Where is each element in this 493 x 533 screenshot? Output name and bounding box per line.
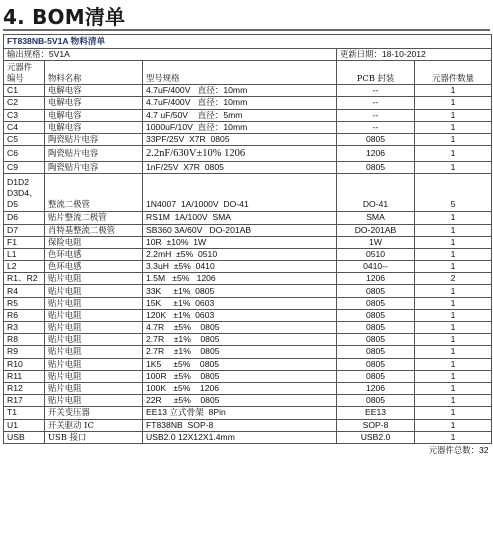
cell-name: 开关变压器	[45, 407, 143, 419]
cell-name: 色环电感	[45, 248, 143, 260]
cell-spec: USB2.0 12X12X1.4mm	[143, 431, 337, 443]
cell-name: USB 接口	[45, 431, 143, 443]
cell-spec: 2.7R ±1% 0805	[143, 334, 337, 346]
col-designator-line2: 编号	[7, 73, 24, 84]
col-spec: 型号规格	[143, 61, 337, 85]
cell-designator: C3	[4, 109, 45, 121]
cell-qty: 1	[415, 334, 492, 346]
cell-pcb: SOP-8	[337, 419, 415, 431]
cell-designator: D7	[4, 224, 45, 236]
column-header-row	[4, 61, 492, 85]
cell-designator: R17	[4, 395, 45, 407]
product-title: FT838NB-5V1A 物料清单	[4, 35, 492, 49]
col-pcb: PCB 封装	[337, 61, 415, 85]
cell-designator: R4	[4, 285, 45, 297]
cell-pcb: 0805	[337, 395, 415, 407]
cell-pcb: SMA	[337, 212, 415, 224]
cell-pcb: 0805	[337, 309, 415, 321]
total-spacer	[4, 443, 337, 457]
cell-pcb: 0805	[337, 162, 415, 174]
cell-qty: 1	[415, 224, 492, 236]
cell-spec: 1N4007 1A/1000V DO-41	[143, 174, 337, 212]
designator-line: D3D4、	[7, 188, 38, 199]
update-date	[337, 49, 492, 61]
cell-spec: EE13 立式骨架 8Pin	[143, 407, 337, 419]
cell-spec: 4.7 uF/50V 直径：5mm	[143, 109, 337, 121]
table-row	[4, 382, 492, 394]
cell-name: 电解电容	[45, 85, 143, 97]
cell-designator: R3	[4, 322, 45, 334]
cell-qty: 5	[415, 174, 492, 212]
update-date-value: 18-10-2012	[381, 49, 426, 60]
cell-pcb: 1206	[337, 146, 415, 162]
table-row	[4, 346, 492, 358]
col-qty: 元器件数量	[415, 61, 492, 85]
table-row	[4, 358, 492, 370]
cell-name: 陶瓷贴片电容	[45, 146, 143, 162]
cell-qty: 1	[415, 248, 492, 260]
cell-qty: 1	[415, 261, 492, 273]
cell-designator: C4	[4, 121, 45, 133]
cell-spec: 2.2mH ±5% 0510	[143, 248, 337, 260]
cell-qty: 1	[415, 407, 492, 419]
col-designator	[4, 61, 45, 85]
cell-name: 贴片整流二极管	[45, 212, 143, 224]
table-row	[4, 395, 492, 407]
cell-pcb: 1206	[337, 273, 415, 285]
table-row	[4, 224, 492, 236]
cell-pcb: EE13	[337, 407, 415, 419]
cell-spec: 1000uF/10V 直径：10mm	[143, 121, 337, 133]
cell-spec: 4.7uF/400V 直径：10mm	[143, 85, 337, 97]
total-label: 元器件总数：	[428, 445, 479, 456]
cell-name: 贴片电阻	[45, 370, 143, 382]
output-spec-label: 输出规格：	[7, 49, 49, 60]
cell-pcb: --	[337, 121, 415, 133]
cell-designator: R11	[4, 370, 45, 382]
cell-designator: C1	[4, 85, 45, 97]
cell-name: 开关驱动 IC	[45, 419, 143, 431]
table-row	[4, 407, 492, 419]
cell-name: 贴片电阻	[45, 346, 143, 358]
cell-name: 贴片电阻	[45, 358, 143, 370]
cell-designator: R10	[4, 358, 45, 370]
cell-name: 贴片电阻	[45, 382, 143, 394]
cell-pcb: 0805	[337, 322, 415, 334]
cell-name: 贴片电阻	[45, 334, 143, 346]
table-row	[4, 174, 492, 212]
cell-designator: R5	[4, 297, 45, 309]
bom-table	[3, 34, 492, 457]
cell-pcb: USB2.0	[337, 431, 415, 443]
cell-spec: 2.2nF/630V±10% 1206	[143, 146, 337, 162]
cell-designator: USB	[4, 431, 45, 443]
table-row	[4, 370, 492, 382]
cell-name: 陶瓷贴片电容	[45, 133, 143, 145]
cell-qty: 1	[415, 109, 492, 121]
table-row	[4, 236, 492, 248]
cell-pcb: 0805	[337, 133, 415, 145]
cell-spec: RS1M 1A/100V SMA	[143, 212, 337, 224]
cell-name: 贴片电阻	[45, 309, 143, 321]
cell-designator: U1	[4, 419, 45, 431]
cell-designator: C9	[4, 162, 45, 174]
cell-qty: 1	[415, 97, 492, 109]
table-row	[4, 133, 492, 145]
cell-designator: C5	[4, 133, 45, 145]
cell-spec: 33PF/25V X7R 0805	[143, 133, 337, 145]
cell-name: 贴片电阻	[45, 273, 143, 285]
cell-spec: FT838NB SOP-8	[143, 419, 337, 431]
cell-qty: 1	[415, 322, 492, 334]
table-row	[4, 273, 492, 285]
output-spec	[4, 49, 337, 61]
cell-name: 电解电容	[45, 121, 143, 133]
cell-pcb: 0805	[337, 297, 415, 309]
cell-qty: 1	[415, 285, 492, 297]
cell-name: 保险电阻	[45, 236, 143, 248]
cell-name: 贴片电阻	[45, 395, 143, 407]
cell-designator: D6	[4, 212, 45, 224]
cell-spec: SB360 3A/60V DO-201AB	[143, 224, 337, 236]
cell-spec: 2.7R ±1% 0805	[143, 346, 337, 358]
cell-spec: 3.3uH ±5% 0410	[143, 261, 337, 273]
table-row	[4, 109, 492, 121]
cell-pcb: 1W	[337, 236, 415, 248]
cell-qty: 1	[415, 85, 492, 97]
designator-line: D1D2	[7, 177, 29, 188]
cell-qty: 1	[415, 236, 492, 248]
cell-designator: C2	[4, 97, 45, 109]
cell-pcb: --	[337, 109, 415, 121]
cell-name: 贴片电阻	[45, 322, 143, 334]
cell-pcb: 0410--	[337, 261, 415, 273]
cell-designator: R1、R2	[4, 273, 45, 285]
cell-qty: 1	[415, 431, 492, 443]
cell-qty: 1	[415, 309, 492, 321]
cell-spec: 22R ±5% 0805	[143, 395, 337, 407]
cell-designator: F1	[4, 236, 45, 248]
cell-spec: 100R ±5% 0805	[143, 370, 337, 382]
cell-spec: 100K ±5% 1206	[143, 382, 337, 394]
cell-pcb: DO-41	[337, 174, 415, 212]
product-title-row	[4, 35, 492, 49]
table-row	[4, 285, 492, 297]
table-row	[4, 248, 492, 260]
cell-name: 电解电容	[45, 97, 143, 109]
table-row	[4, 121, 492, 133]
cell-pcb: DO-201AB	[337, 224, 415, 236]
cell-spec: 120K ±1% 0603	[143, 309, 337, 321]
designator-line: D5	[7, 199, 18, 210]
cell-spec: 15K ±1% 0603	[143, 297, 337, 309]
output-spec-value: 5V1A	[48, 49, 70, 60]
table-row	[4, 85, 492, 97]
col-name: 物料名称	[45, 61, 143, 85]
table-row	[4, 309, 492, 321]
cell-designator: R6	[4, 309, 45, 321]
cell-spec: 10R ±10% 1W	[143, 236, 337, 248]
cell-spec: 1nF/25V X7R 0805	[143, 162, 337, 174]
cell-pcb: 0805	[337, 285, 415, 297]
table-row	[4, 162, 492, 174]
table-row	[4, 431, 492, 443]
cell-designator: R9	[4, 346, 45, 358]
cell-name: 肖特基整流二极管	[45, 224, 143, 236]
cell-qty: 1	[415, 419, 492, 431]
table-row	[4, 297, 492, 309]
update-date-label: 更新日期：	[340, 49, 382, 60]
table-row	[4, 146, 492, 162]
table-row	[4, 419, 492, 431]
cell-qty: 1	[415, 382, 492, 394]
cell-name: 贴片电阻	[45, 285, 143, 297]
cell-pcb: 0805	[337, 370, 415, 382]
total-row	[4, 443, 492, 457]
cell-spec: 4.7uF/400V 直径：10mm	[143, 97, 337, 109]
table-row	[4, 261, 492, 273]
cell-name: 贴片电阻	[45, 297, 143, 309]
cell-qty: 1	[415, 133, 492, 145]
cell-designator: T1	[4, 407, 45, 419]
table-row	[4, 322, 492, 334]
cell-spec: 1K5 ±5% 0805	[143, 358, 337, 370]
cell-qty: 1	[415, 297, 492, 309]
cell-qty: 1	[415, 358, 492, 370]
cell-designator: L1	[4, 248, 45, 260]
cell-qty: 1	[415, 162, 492, 174]
table-row	[4, 212, 492, 224]
cell-qty: 1	[415, 346, 492, 358]
cell-spec: 33K ±1% 0805	[143, 285, 337, 297]
cell-pcb: 0805	[337, 358, 415, 370]
cell-qty: 1	[415, 121, 492, 133]
page-title: 4. BOM清单	[3, 3, 490, 31]
cell-designator: R8	[4, 334, 45, 346]
cell-name: 整流二极管	[45, 174, 143, 212]
total-count	[337, 443, 492, 457]
cell-qty: 1	[415, 395, 492, 407]
table-row	[4, 334, 492, 346]
cell-pcb: --	[337, 85, 415, 97]
cell-pcb: --	[337, 97, 415, 109]
total-value: 32	[479, 445, 489, 456]
cell-name: 电解电容	[45, 109, 143, 121]
cell-spec: 4.7R ±5% 0805	[143, 322, 337, 334]
table-row	[4, 97, 492, 109]
cell-designator: L2	[4, 261, 45, 273]
cell-qty: 1	[415, 212, 492, 224]
cell-qty: 1	[415, 146, 492, 162]
cell-designator: C6	[4, 146, 45, 162]
cell-name: 色环电感	[45, 261, 143, 273]
cell-name: 陶瓷贴片电容	[45, 162, 143, 174]
cell-spec: 1.5M ±5% 1206	[143, 273, 337, 285]
cell-pcb: 0805	[337, 334, 415, 346]
cell-pcb: 0510	[337, 248, 415, 260]
cell-designator: R12	[4, 382, 45, 394]
cell-pcb: 1206	[337, 382, 415, 394]
col-designator-line1: 元器件	[7, 62, 33, 73]
cell-designator	[4, 174, 45, 212]
spec-row	[4, 49, 492, 61]
cell-qty: 2	[415, 273, 492, 285]
cell-qty: 1	[415, 370, 492, 382]
cell-pcb: 0805	[337, 346, 415, 358]
